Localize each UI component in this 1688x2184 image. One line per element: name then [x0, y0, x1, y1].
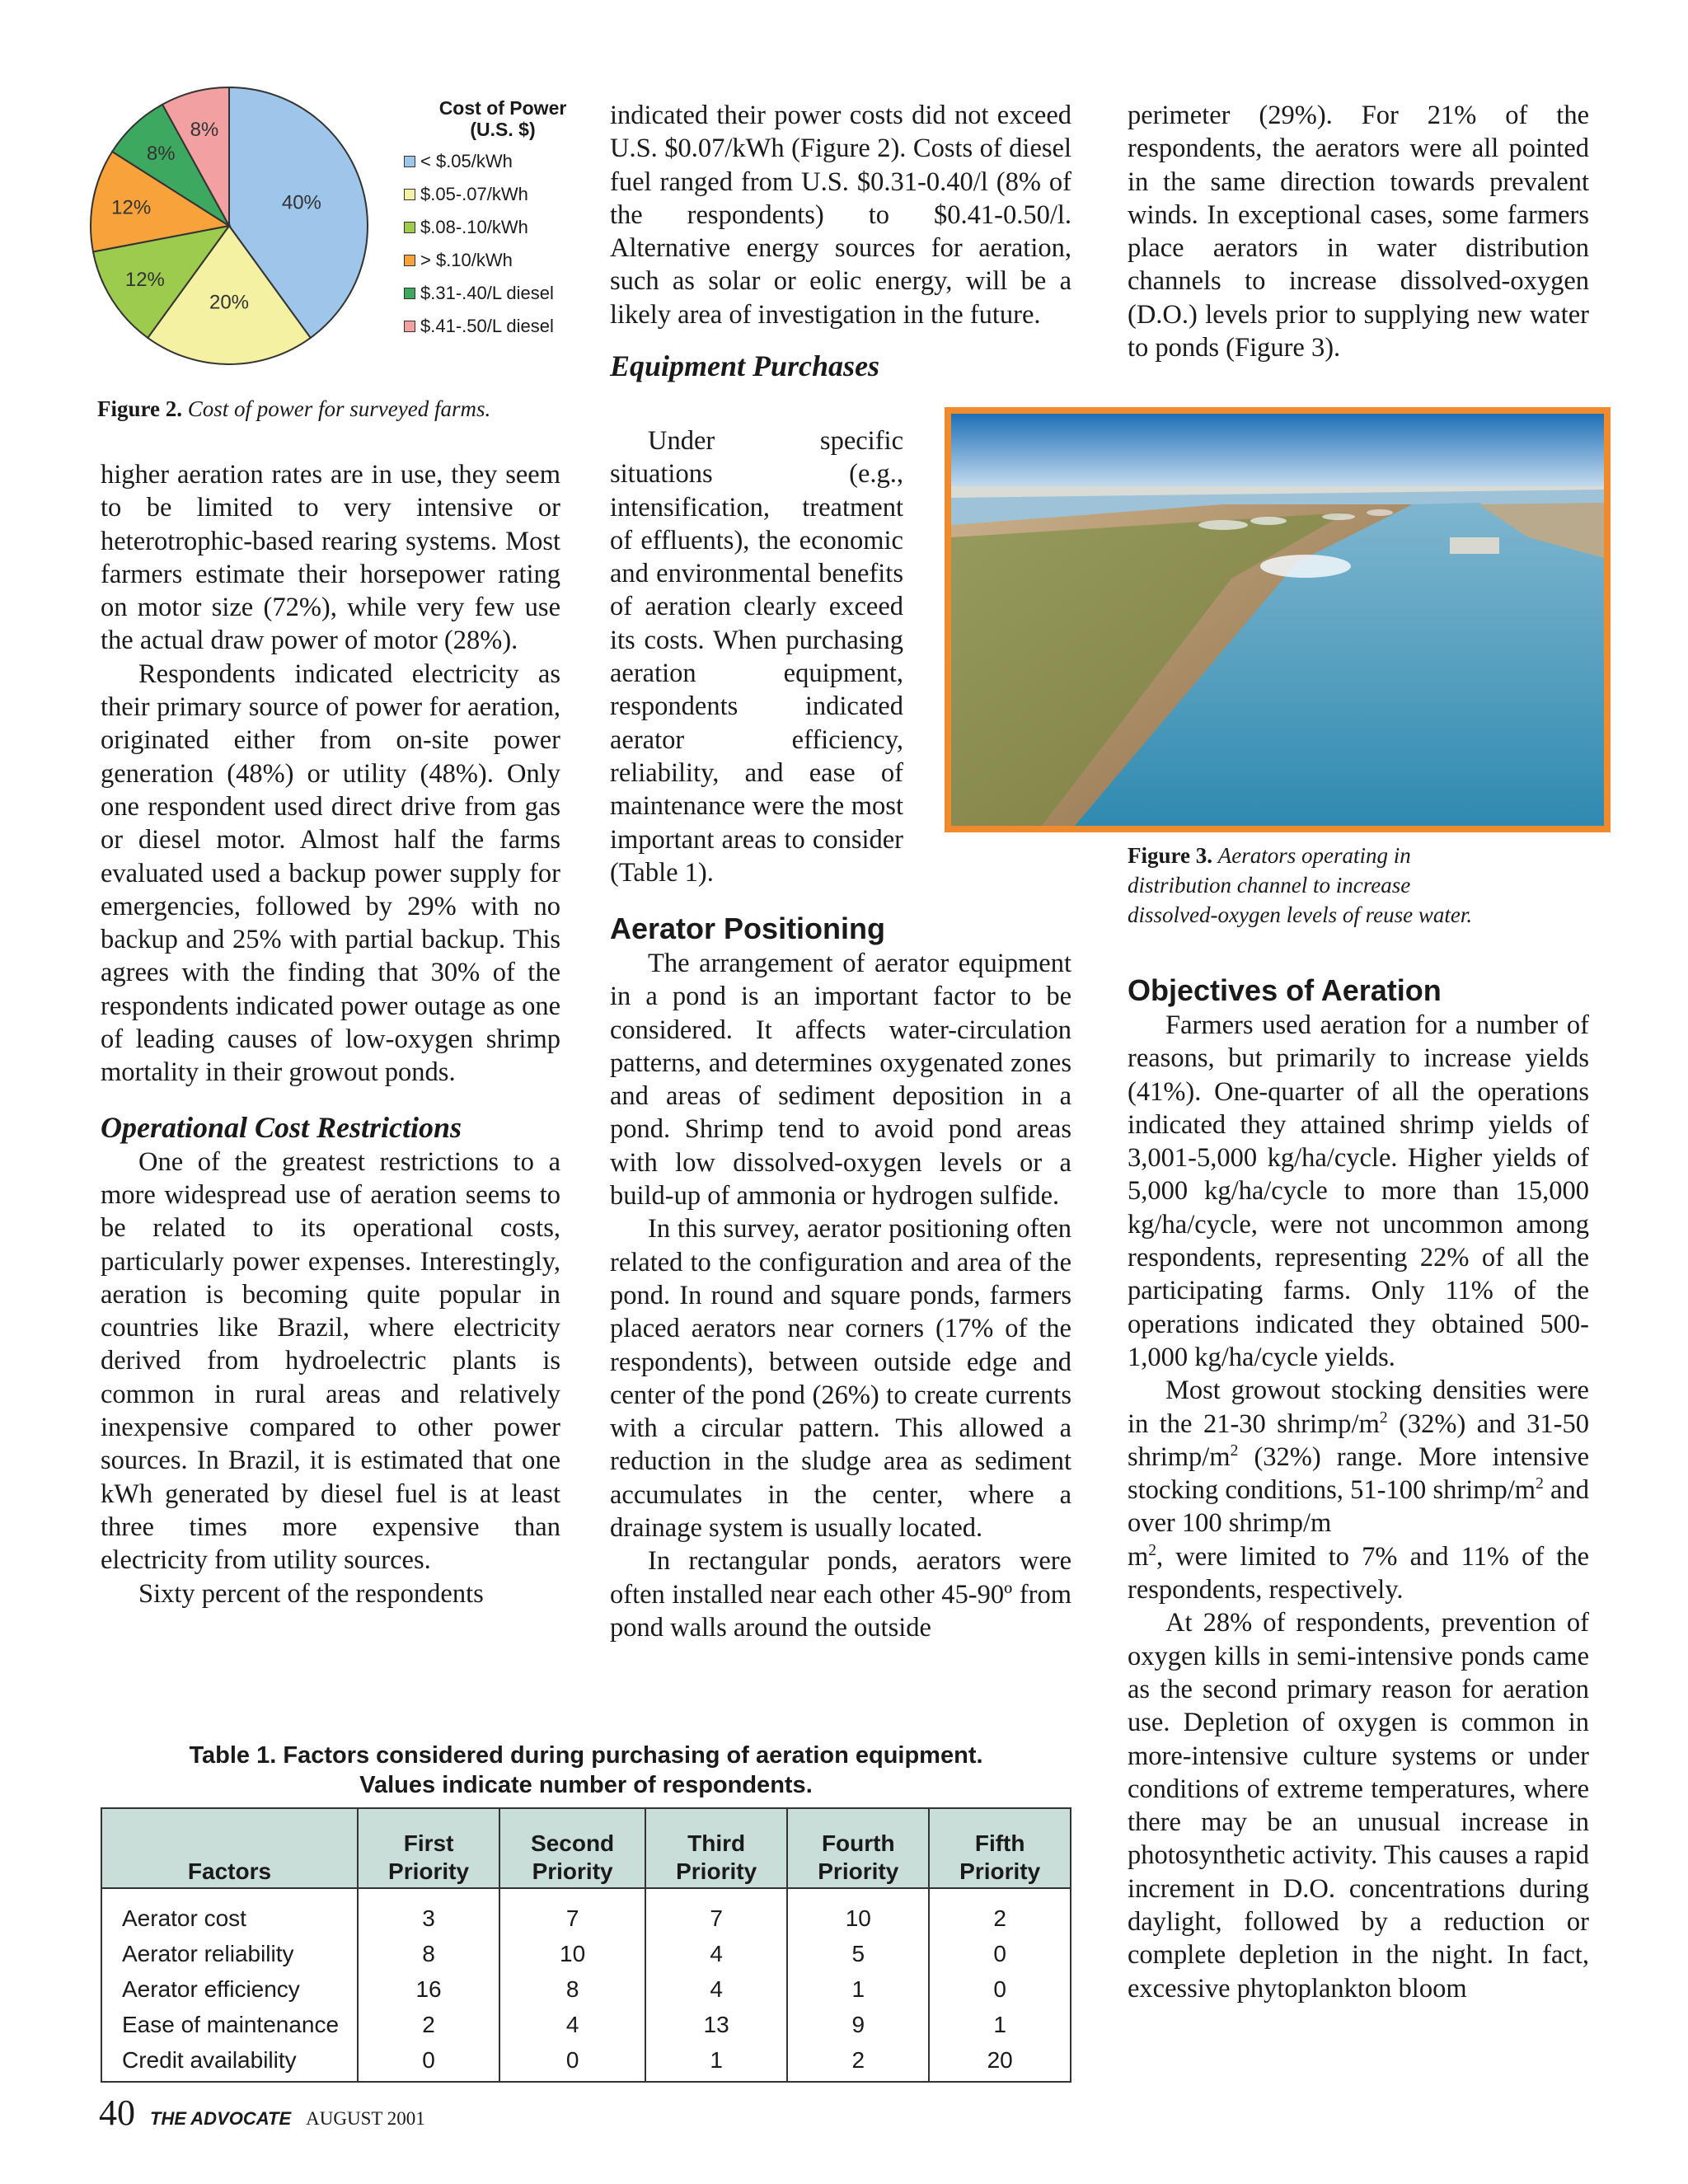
legend-item	[404, 145, 602, 178]
legend-label: > $.10/kWh	[420, 250, 513, 270]
legend-item	[404, 211, 602, 244]
legend-label: $.05-.07/kWh	[420, 184, 528, 204]
legend-label: $.08-.10/kWh	[420, 217, 528, 237]
heading-operational-cost: Operational Cost Restrictions	[101, 1110, 462, 1144]
pie-slice-label: 8%	[190, 118, 219, 141]
pie-slice-label: 12%	[111, 196, 152, 219]
right-column-bottom	[1128, 972, 1589, 2005]
table-header-factors: Factors	[102, 1809, 358, 1888]
figure-2-caption: Figure 2. Cost of power for surveyed farms.	[97, 396, 491, 421]
cost-of-power-pie-chart	[82, 82, 379, 371]
left-column	[101, 458, 560, 1610]
legend-swatch	[404, 156, 415, 167]
heading-objectives-of-aeration: Objectives of Aeration	[1128, 973, 1442, 1007]
middle-paragraph-5: In rectangular ponds, aerators were often installed near each other 45-90º from pond walls around the outside	[610, 1546, 1071, 1643]
right-paragraph-2: Farmers used aeration for a number of reasons, but primarily to increase yields (41%). One-quarter of all the operations indicated they attained shrimp yields of 3,001-5,000 kg/ha/cycle. Higher yields of 5,000 kg/ha/cycle to more than 15,000 kg/ha/cycle, were not uncommon among respondents, representing 22% of all the participating farms. Only 11% of the operations indicated they obtained 500-1,000 kg/ha/cycle yields.	[1128, 1010, 1589, 1372]
right-paragraph-1: perimeter (29%). For 21% of the respondents, the aerators were all pointed in the same direction towards prevalent winds. In exceptional cases, some farmers place aerators in water distribution channels to increase dissolved-oxygen (D.O.) levels prior to supplying new water to ponds (Figure 3).	[1128, 101, 1589, 363]
legend-item	[404, 310, 602, 343]
table-header-second: Second Priority	[499, 1809, 645, 1888]
middle-paragraph-2: Under specific situations (e.g., intensification, treatment of effluents), the economic and environmental benefits of aeration clearly exceed its costs. When purchasing aeration equipment, respondents indicated aerator efficiency, reliability, and ease of maintenance were the most important areas to consider (Table 1).	[610, 426, 903, 888]
table-row: Aerator reliability 8 10 4 5 0	[102, 1936, 1070, 1971]
table-row: Ease of maintenance 2 4 13 9 1	[102, 2007, 1070, 2042]
legend-swatch	[404, 288, 415, 299]
figure-3-caption: Figure 3. Aerators operating in distribution channel to increase dissolved-oxygen levels of reuse water.	[1128, 843, 1473, 927]
heading-equipment-purchases: Equipment Purchases	[610, 349, 880, 383]
pie-slice-label: 40%	[281, 191, 321, 214]
table-row: Credit availability 0 0 1 2 20	[102, 2042, 1070, 2081]
heading-aerator-positioning: Aerator Positioning	[610, 912, 886, 945]
page-footer	[99, 2092, 425, 2134]
right-column-top	[1128, 99, 1589, 364]
publication-name: THE ADVOCATE	[150, 2108, 292, 2129]
issue-date: AUGUST 2001	[306, 2108, 425, 2129]
legend-item	[404, 277, 602, 310]
middle-column-narrow	[610, 424, 903, 889]
middle-paragraph-3: The arrangement of aerator equipment in a pond is an important factor to be considered. It affects water-circulation patterns, and determines oxygenated zones and areas of sediment deposition in a pond. Shrimp tend to avoid pond areas with low dissolved-oxygen levels or a build-up of ammonia or hydrogen sulfide.	[610, 949, 1071, 1212]
table-header-fourth: Fourth Priority	[787, 1809, 929, 1888]
left-paragraph-2: Respondents indicated electricity as their primary source of power for aeration, originated either from on-site power generation (48%) or utility (48%). Only one respondent used direct drive from gas or diesel motor. Almost half the farms evaluated used a backup power supply for emergencies, followed by 29% with no backup and 25% with partial backup. This agrees with the finding that 30% of the respondents indicated power outage as one of leading causes of low-oxygen shrimp mortality in their growout ponds.	[101, 658, 560, 1088]
middle-column-top	[610, 99, 1071, 384]
legend-label: $.41-.50/L diesel	[420, 316, 554, 336]
legend-swatch	[404, 189, 415, 200]
legend-label: < $.05/kWh	[420, 151, 513, 171]
legend-swatch	[404, 321, 415, 332]
table-header-fifth: Fifth Priority	[929, 1809, 1070, 1888]
table-header-first: First Priority	[358, 1809, 499, 1888]
table-row: Aerator cost 3 7 7 10 2	[102, 1888, 1070, 1936]
aerator-channel-illustration	[951, 414, 1604, 826]
left-paragraph-3: One of the greatest restrictions to a more widespread use of aeration seems to be related to its operational costs, particularly power expenses. Interestingly, aeration is becoming quite popular in countries like Brazil, where electricity derived from hydroelectric plants is common in rural areas and relatively inexpensive compared to other power sources. In Brazil, it is estimated that one kWh generated by diesel fuel is at least three times more expensive than electricity from utility sources.	[101, 1146, 560, 1576]
table-row: Aerator efficiency 16 8 4 1 0	[102, 1971, 1070, 2007]
pie-slice-label: 12%	[124, 268, 165, 291]
legend-label: $.31-.40/L diesel	[420, 283, 554, 303]
right-paragraph-4: At 28% of respondents, prevention of oxygen kills in semi-intensive ponds came as the second primary reason for aeration use. Depletion of oxygen is common in more-intensive culture systems or under conditions of extreme temperatures, where there may be an unusual increase in photosynthetic activity. This causes a rapid increment in D.O. concentrations during daylight, followed by a reduction or complete depletion in the night. In fact, excessive phytoplankton bloom	[1128, 1608, 1589, 2004]
pie-legend	[404, 97, 602, 343]
legend-item	[404, 178, 602, 211]
aerator-photo	[945, 407, 1611, 832]
page-number: 40	[99, 2093, 135, 2133]
middle-column-bottom	[610, 911, 1071, 1644]
middle-paragraph-1: indicated their power costs did not exceed U.S. $0.07/kWh (Figure 2). Costs of diesel fuel ranged from U.S. $0.31-0.40/l (8% of the respondents) to $0.41-0.50/l. Alternative energy sources for aeration, such as solar or eolic energy, will be a likely area of investigation in the future.	[610, 101, 1071, 330]
left-paragraph-4: Sixty percent of the respondents	[138, 1578, 484, 1609]
legend-title: Cost of Power (U.S. $)	[438, 97, 567, 140]
middle-paragraph-4: In this survey, aerator positioning often related to the configuration and area of the pond. In round and square ponds, farmers placed aerators near corners (17% of the respondents), between outside edge and center of the pond (26%) to create currents with a circular pattern. This allowed a reduction in the sludge area as sediment accumulates in the center, where a drainage system is usually located.	[610, 1214, 1071, 1544]
table-header-third: Third Priority	[645, 1809, 787, 1888]
legend-swatch	[404, 255, 415, 266]
right-paragraph-3: Most growout stocking densities were in the 21-30 shrimp/$m^2$ (32%) and 31-50 shrimp/$m^2$ (32%) range. More intensive stocking conditions, 51-100 shrimp/$m^2$ and over 100 shrimp/m $m^2$, were limited to 7% and 11% of the respondents, respectively.	[1128, 1376, 1589, 1605]
table-1	[101, 1807, 1071, 2083]
pie-slice-label: 20%	[209, 291, 250, 314]
table-1-title: Table 1. Factors considered during purchasing of aeration equipment. Values indicate number of respondents.	[189, 1742, 983, 1798]
pie-slice-label: 8%	[146, 142, 176, 165]
legend-item	[404, 244, 602, 277]
left-paragraph-1: higher aeration rates are in use, they seem to be limited to very intensive or heterotrophic-based rearing systems. Most farmers estimate their horsepower rating on motor size (72%), while very few use the actual draw power of motor (28%).	[101, 460, 560, 656]
legend-swatch	[404, 222, 415, 233]
